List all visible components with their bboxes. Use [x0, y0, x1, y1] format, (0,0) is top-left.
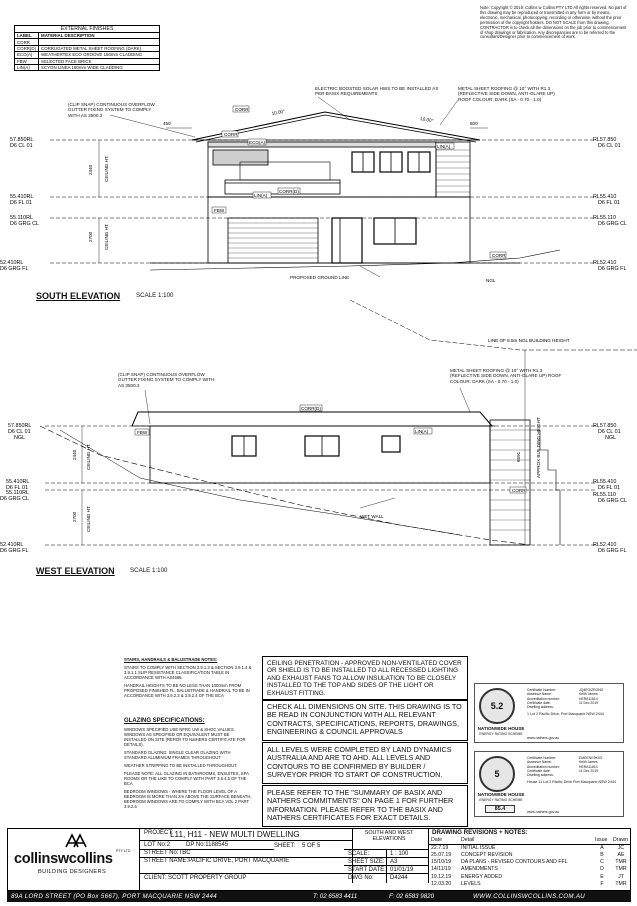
lot-number: LOT No:2: [144, 842, 170, 848]
company-logo: [8, 829, 140, 891]
client-name: CLIENT: SCOTT PROPERTY GROUP: [144, 875, 247, 881]
finishes-cell: CORR(D): [15, 45, 39, 51]
cert-url: www.nathers.gov.au: [527, 736, 560, 740]
south-solar-note: ELECTRIC BOOSTED SOLAR HWS TO BE INSTALLED AS PER BASIX REQUIREMENTS: [315, 86, 439, 97]
stairs-para: HANDRAIL HEIGHTS TO BE NO LESS THAN 1000mm FROM PROPOSED FINISHED FL. BALUSTRADE & HANDRAIL TO BE IN ACCORDANCE WITH 3.9.2.3 & 3.9.2.4 OF THE BCA: [124, 683, 250, 698]
svg-text:FBW: FBW: [137, 430, 148, 435]
rev-cell: INITIAL ISSUE: [461, 845, 496, 852]
svg-text:52.410RL: 52.410RL: [0, 542, 24, 548]
cert-address: 1 Lot 2 Pacific Drive, Port Macquarie NSW 2444: [527, 712, 604, 716]
stairs-title: STAIRS, HANDRAILS & BALUSTRADE NOTES:: [124, 657, 218, 662]
drawing-title: SOUTH AND WEST ELEVATIONS: [364, 830, 414, 843]
svg-text:CORR(D): CORR(D): [301, 406, 321, 411]
svg-text:450: 450: [163, 121, 171, 126]
svg-text:RL52.410: RL52.410: [593, 260, 617, 266]
rev-cell: 12.03.20: [431, 880, 452, 887]
level-name: D6 CL 01: [10, 143, 33, 149]
sheet-value: 5 OF 5: [302, 843, 321, 849]
svg-text:CORR: CORR: [235, 107, 249, 112]
west-elevation-title: WEST ELEVATION: [36, 566, 115, 576]
rev-cell: AE: [617, 851, 625, 858]
south-elevation-scale: SCALE 1:100: [136, 292, 174, 299]
rev-cell: TMR: [615, 866, 627, 873]
finishes-cell: FBW: [15, 58, 39, 64]
company-subtitle: BUILDING DESIGNERS: [38, 869, 107, 875]
svg-text:D6 FL 01: D6 FL 01: [598, 200, 620, 206]
svg-text:RL57.850: RL57.850: [593, 137, 617, 143]
finishes-cell: ECO(A): [15, 52, 39, 58]
rev-cell: 15/10/19: [431, 859, 452, 866]
finishes-cell: SCYON LINEA 180mm WIDE CLADDING: [39, 64, 160, 70]
scale-value: 1 : 100: [390, 851, 409, 857]
svg-text:D6 GRG FL: D6 GRG FL: [0, 266, 29, 272]
size-value: A3: [390, 859, 398, 865]
rev-header: Issue: [593, 837, 611, 844]
svg-text:NGL: NGL: [605, 435, 617, 441]
glazing-para: PLEASE NOTE: ALL GLAZING IN BATHROOMS, ENSUITES, SPA ROOMS OR THE LIKE TO COMPLY WITH PART 3.6.4.5 OF THE BCA: [124, 771, 249, 786]
rev-cell: LEVELS: [461, 880, 481, 887]
svg-text:D6 GRG CL: D6 GRG CL: [10, 221, 40, 227]
svg-text:CORR: CORR: [512, 488, 526, 493]
glazing-para: STANDARD GLAZING: SINGLE CLEAR GLAZING WITH STANDARD ALUMINIUM FRAMES THROUGHOUT: [124, 750, 231, 760]
svg-text:CORR: CORR: [224, 132, 238, 137]
rev-cell: TMR: [615, 859, 627, 866]
svg-text:D6 CL 01: D6 CL 01: [598, 143, 621, 149]
rev-cell: ENERGY ADDED: [461, 873, 503, 880]
glazing-para: WEATHER STRIPPING TO BE INSTALLED THROUGHOUT.: [124, 763, 238, 768]
logo-mark-icon: [64, 831, 90, 851]
rev-cell: JT: [618, 873, 624, 880]
svg-text:NGL: NGL: [486, 278, 496, 283]
svg-text:55.410RL: 55.410RL: [6, 479, 30, 485]
svg-text:D6 GRG CL: D6 GRG CL: [0, 496, 30, 502]
cert-values: EMEENG9KXS Keith James HERA11814 11 Dec 2019: [579, 756, 603, 773]
stairs-notes: [124, 657, 252, 698]
cert-url: www.nathers.gov.au: [527, 810, 560, 814]
star-rating-badge: 5: [479, 756, 515, 792]
rev-cell: B: [600, 851, 604, 858]
street-name: STREET NAME:PACIFIC DRIVE, PORT MACQUARIE: [144, 858, 290, 864]
cert-address: House 11 Lot 2 Pacific Drive Port Macquarie NSW 2444: [527, 780, 616, 784]
cert-sub: ENERGY RATING SCHEME: [479, 798, 523, 802]
svg-text:D6 GRG CL: D6 GRG CL: [598, 498, 628, 504]
rev-cell: C: [600, 859, 604, 866]
nathers-certificate: [474, 751, 624, 817]
dp-number: DP No:1188545: [186, 842, 229, 848]
revisions-table: [429, 837, 631, 887]
company-suffix: PTY LTD: [116, 849, 131, 853]
svg-text:CEILING HT.: CEILING HT.: [104, 223, 109, 250]
svg-text:WET WALL: WET WALL: [360, 514, 384, 519]
project-label: PROJECT:: [144, 830, 174, 836]
svg-text:D6 GRG FL: D6 GRG FL: [0, 548, 29, 554]
svg-text:55.110RL: 55.110RL: [6, 490, 29, 496]
svg-text:CORR: CORR: [492, 253, 506, 258]
start-label: START DATE:: [348, 867, 386, 873]
cert-score: 85.4: [485, 805, 515, 813]
cert-brand: NATIONWIDE HOUSE: [477, 792, 525, 797]
svg-text:D6 GRG FL: D6 GRG FL: [598, 266, 627, 272]
rev-cell: 14/11/19: [431, 866, 451, 873]
rev-cell: 22.7.19: [431, 845, 449, 852]
south-ground-note: PROPOSED GROUND LINE: [290, 275, 350, 280]
copyright-note: Note: Copyright © 2019: Collins w Collins PTY LTD All rights reserved. No part of this drawing may be reproduced or transmitted in any form or by means, electronic, mechanical, photocopying, recording or otherwise, without the prior permission of the copyright holders. DO NOT SCALE from this drawing. CONTRACTOR is to check all the dimensions on the job prior to commencement of shop drawings or fabrication. Any discrepancies are to be referred to the consultant/Designer prior to commencement of work.: [480, 5, 627, 40]
start-value: 01/01/19: [390, 867, 414, 873]
svg-text:D6 GRG CL: D6 GRG CL: [598, 221, 628, 227]
svg-text:NGL: NGL: [14, 435, 26, 441]
company-name: collinswcollins: [14, 851, 113, 867]
svg-text:RL55.110: RL55.110: [593, 492, 616, 498]
svg-text:RL52.410: RL52.410: [593, 542, 617, 548]
svg-text:2700: 2700: [72, 511, 77, 522]
dwg-value: D4244: [390, 875, 408, 881]
svg-text:RL57.850: RL57.850: [593, 423, 617, 429]
rev-cell: JC: [617, 845, 625, 852]
rev-cell: DA PLANS - REVISED CONTOURS AND FFL: [461, 859, 568, 866]
svg-text:55.110RL: 55.110RL: [10, 215, 33, 221]
svg-text:RL55.110: RL55.110: [593, 215, 616, 221]
dwg-label: DWG No:: [348, 875, 374, 881]
revisions-title: DRAWING REVISIONS + NOTES:: [432, 829, 528, 836]
stairs-para: STAIRS TO COMPLY WITH SECTION 3.9.1.3 & SECTION 3.9.1.4 & 3.9.1.1 SLIP RESISTANCE CLASSIFICATION TABLE IN ACCORDANCE WITH AS4586.: [124, 665, 252, 680]
rev-cell: D: [600, 866, 604, 873]
svg-text:D6 GRG FL: D6 GRG FL: [598, 548, 627, 554]
rev-cell: E: [600, 873, 604, 880]
note-basix: PLEASE REFER TO THE "SUMMARY OF BASIX AND NATHERS COMMITMENTS" ON PAGE 1 FOR FURTHER INFORMATION. PLEASE REFER TO THE BASIX AND NATHERS CERTIFICATES FOR EXACT DETAILS.: [262, 785, 468, 827]
cert-labels: Certificate Number: Assessor Name: Accreditation number: Certificate date: Dwelling address:: [527, 688, 560, 710]
svg-text:D6 FL 01: D6 FL 01: [598, 485, 620, 491]
west-roof-note: METAL SHEET ROOFING @ 10° WITH R1.3 (REFLECTIVE SIDE DOWN, ANTI-GLARE UP) ROOF COLOUR: DARK (SA - 0.70 - 1.0): [450, 368, 562, 384]
svg-text:LIN(A): LIN(A): [254, 193, 268, 198]
west-elevation-scale: SCALE 1:100: [130, 567, 168, 574]
glazing-para: WINDOWS SPECIFIED USE NFRC UW & SHGC VALUES. WINDOWS AS SPECIFIED OR EQUIVALENT MUST BE INSTALLED ON SITE (REFER TO NatHERS CERTIFICATE FOR DETAILS).: [124, 727, 246, 747]
svg-text:55.410RL: 55.410RL: [10, 194, 34, 200]
finishes-header-label: LABEL: [15, 33, 39, 39]
company-website[interactable]: WWW.COLLINSWCOLLINS.COM.AU: [473, 893, 586, 900]
cert-sub: ENERGY RATING SCHEME: [479, 732, 523, 736]
footer-bar: [7, 891, 631, 902]
glazing-para: BEDROOM WINDOWS - WHERE THE FLOOR LEVEL OF A BEDROOM IS MORE THAN 2m ABOVE THE SURFACE BENEATH, BEDROOM WINDOWS ARE TO COMPLY WITH BCA VOL 2 PART 3.9.2.5: [124, 789, 252, 809]
rev-header: Drawn: [611, 837, 631, 844]
sheet-label: SHEET:: [274, 843, 296, 849]
svg-text:D6 FL 01: D6 FL 01: [10, 200, 32, 206]
company-address: 89A LORD STREET (PO Box 5667), PORT MACQUARIE NSW 2444: [11, 893, 218, 900]
svg-text:RL55.410: RL55.410: [593, 479, 617, 485]
finishes-cell: WEATHERTEX ECO GROOVE 150mm CLADDING: [39, 52, 160, 58]
svg-text:6591: 6591: [516, 451, 521, 462]
rev-cell: TMR: [615, 880, 627, 887]
svg-text:CORR(D): CORR(D): [279, 189, 299, 194]
rev-header: Date: [429, 837, 459, 844]
svg-text:LIN(A): LIN(A): [437, 144, 451, 149]
external-finishes-table: [14, 25, 160, 71]
svg-text:10.00°: 10.00°: [271, 108, 286, 116]
cert-values: JQ4EGIZRONG Keith James HERA11814 11 Dec 2019: [579, 688, 604, 705]
svg-text:600: 600: [470, 121, 478, 126]
south-elevation-title: SOUTH ELEVATION: [36, 291, 121, 301]
svg-text:52.410RL: 52.410RL: [0, 260, 24, 266]
svg-text:FBW: FBW: [214, 208, 225, 213]
west-gutter-note: (CLIP SNAP) CONTINUOUS OVERFLOW GUTTER FIXING SYSTEM TO COMPLY WITH AS 3500.3: [118, 372, 215, 388]
rev-cell: A: [600, 845, 604, 852]
svg-text:CEILING HT.: CEILING HT.: [86, 443, 91, 470]
glazing-notes: [124, 718, 252, 809]
star-rating-badge: 5.2: [479, 688, 515, 724]
company-phone: T: 02 6583 4411: [313, 893, 358, 900]
finishes-header-desc: MATERIAL DESCRIPTION: [39, 33, 160, 39]
level-rl: 57.850RL: [10, 137, 34, 143]
svg-text:CEILING HT.: CEILING HT.: [86, 505, 91, 532]
cert-labels: Certificate Number: Assessor Name: Accreditation number: Certificate date: Dwelling address:: [527, 756, 560, 778]
svg-text:57.850RL: 57.850RL: [8, 423, 32, 429]
note-ceiling-penetration: CEILING PENETRATION - APPROVED NON-VENTILATED COVER OR SHIELD IS TO BE INSTALLED TO ALL RECESSED LIGHTING AND EXHAUST FANS TO ALLOW INSULATION TO BE CLOSELY INSTALLED TO THE TOP AND SIDES OF THE LIGHT OR EXHAUST FITTING.: [262, 656, 468, 701]
rev-cell: F: [600, 880, 604, 887]
company-fax: F: 02 6583 9820: [389, 893, 435, 900]
rev-cell: CONCEPT REVISION: [461, 851, 513, 858]
scale-label: SCALE:: [348, 851, 370, 857]
street-number: STREET No:TBC: [144, 850, 191, 856]
cert-brand: NATIONWIDE HOUSE: [477, 726, 525, 731]
nathers-certificate: [474, 683, 624, 743]
svg-text:2440: 2440: [72, 449, 77, 460]
note-check-dimensions: CHECK ALL DIMENSIONS ON SITE. THIS DRAWING IS TO BE READ IN CONJUNCTION WITH ALL RELEVANT CONTRACTS, SPECIFICATIONS, REPORTS, DRAWINGS, ENGINEERING & COUNCIL APPROVALS: [262, 699, 468, 741]
finishes-title: EXTERNAL FINISHES: [15, 26, 160, 33]
finishes-cell: CORR: [15, 39, 39, 45]
finishes-cell: SELECTED FACE BRICK: [39, 58, 160, 64]
rev-header: Detail: [459, 837, 593, 844]
rev-cell: AMENDMENTS: [461, 866, 498, 873]
svg-text:CEILING HT.: CEILING HT.: [104, 155, 109, 182]
svg-text:10.00°: 10.00°: [419, 116, 434, 124]
rev-cell: 19.12.19: [431, 873, 452, 880]
svg-text:LINE OF 8.5m NGL BUILDING HEIG: LINE OF 8.5m NGL BUILDING HEIGHT: [488, 338, 570, 343]
title-block: [7, 828, 631, 891]
svg-text:D6 FL 01: D6 FL 01: [6, 485, 28, 491]
svg-text:2440: 2440: [88, 164, 93, 175]
rev-cell: 25.07.19: [431, 851, 452, 858]
svg-text:RL55.410: RL55.410: [593, 194, 617, 200]
finishes-cell: CORRUGATED METAL SHEET ROOFING (DARK): [39, 45, 160, 51]
svg-text:D6 CL 01: D6 CL 01: [8, 429, 31, 435]
glazing-title: GLAZING SPECIFICATIONS:: [124, 718, 205, 724]
south-roof-note: METAL SHEET ROOFING @ 10° WITH R1.3 (REFLECTIVE SIDE DOWN, ANTI-GLARE UP) ROOF COLOUR: DARK (SA - 0.70 - 1.0): [458, 86, 555, 102]
svg-text:LIN(A): LIN(A): [415, 429, 429, 434]
svg-text:2700: 2700: [88, 231, 93, 242]
project-name: L11, H11 - NEW MULTI DWELLING: [170, 830, 300, 839]
south-gutter-note: (CLIP SNAP) CONTINUOUS OVERFLOW GUTTER FIXING SYSTEM TO COMPLY WITH AS 3500.3: [68, 102, 155, 118]
size-label: SHEET SIZE:: [348, 859, 385, 865]
svg-text:D6 CL 01: D6 CL 01: [598, 429, 621, 435]
note-levels: ALL LEVELS WERE COMPLETED BY LAND DYNAMICS AUSTRALIA AND ARE TO AHD. ALL LEVELS AND CONTOURS TO BE CONFIRMED BY BUILDER / SURVEYOR PRIOR TO START OF CONSTRUCTION.: [262, 742, 468, 784]
finishes-cell: LIN(A): [15, 64, 39, 70]
svg-text:ECO(A): ECO(A): [249, 140, 266, 145]
west-elevation-drawing: [0, 300, 637, 570]
svg-text:APPROX BUILDING HEIGHT: APPROX BUILDING HEIGHT: [536, 417, 541, 478]
